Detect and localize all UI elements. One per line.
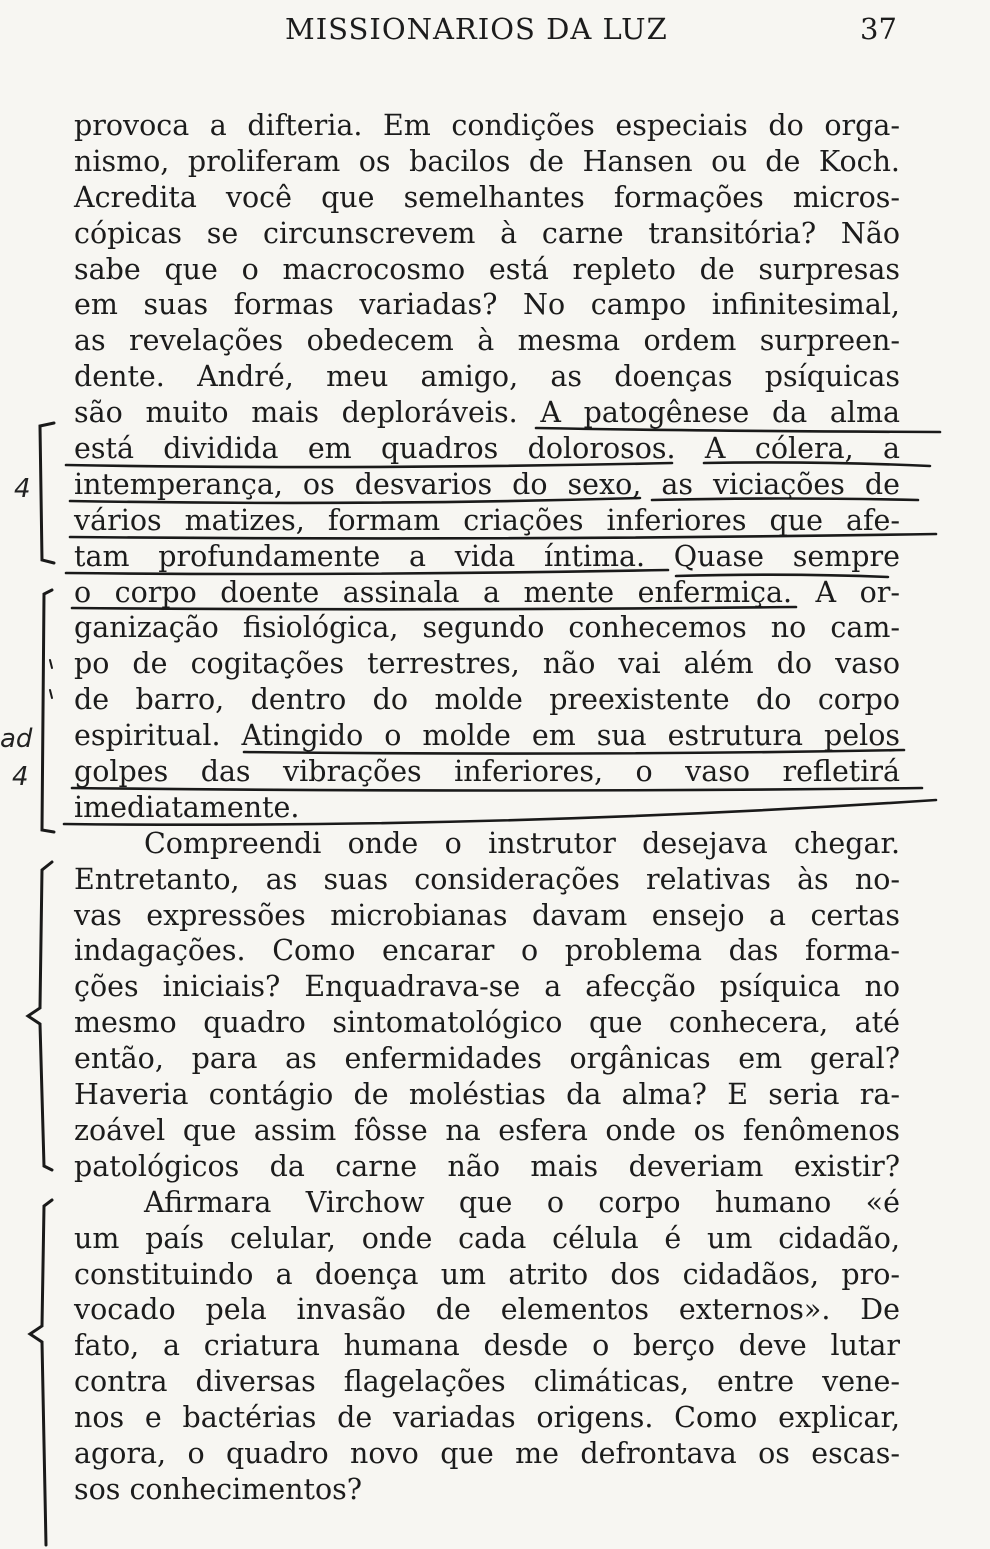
text-line: provoca a difteria. Em condições especiais do orga- [74,109,900,142]
text-line: golpes das vibrações inferiores, o vaso refletirá [74,755,900,789]
text-line: em suas formas variadas? No campo infinitesimal, [74,288,900,322]
text-line: vas expressões microbianas davam ensejo a certas [74,898,900,932]
page-number: 37 [860,12,897,46]
text-line: mesmo quadro sintomatológico que conhecera, até [74,1006,900,1040]
margin-bracket [40,423,54,563]
text-line: está dividida em quadros dolorosos. A cólera, a [74,432,900,466]
text-line: sabe que o macrocosmo está repleto de surpresas [74,252,900,286]
text-line: imediatamente. [74,790,300,824]
margin-note: 4 [14,474,31,504]
text-line: cópicas se circunscrevem à carne transitória? Não [74,216,900,250]
text-line: agora, o quadro novo que me defrontava os escas- [74,1436,900,1470]
text-line: Acredita você que semelhantes formações micros- [74,180,900,214]
text-line: contra diversas flagelações climáticas, entre vene- [74,1365,900,1399]
text-line: indagações. Como encarar o problema das forma- [74,934,900,968]
text-line: nos e bactérias de variadas origens. Como explicar, [74,1401,900,1435]
margin-bracket [30,1200,52,1545]
text-line: um país celular, onde cada célula é um cidadão, [74,1221,900,1255]
margin-tick [50,690,52,698]
text-line: sos conhecimentos? [74,1472,363,1506]
text-line: fato, a criatura humana desde o berço deve lutar [74,1329,900,1363]
margin-note: ad [0,724,33,754]
paragraph-start-line: Compreendi onde o instrutor desejava chegar. [144,826,900,860]
margin-bracket [28,862,52,1170]
text-line: intemperança, os desvarios do sexo, as viciações de [74,467,900,501]
text-line: zoável que assim fôsse na esfera onde os fenômenos [74,1113,900,1147]
text-line: Entretanto, as suas considerações relativas às no- [74,862,900,896]
text-line: constituindo a doença um atrito dos cidadãos, pro- [74,1257,900,1291]
text-line: espiritual. Atingido o molde em sua estrutura pelos [74,719,900,753]
text-line: são muito mais deploráveis. A patogênese da alma [74,396,900,430]
text-line: Haveria contágio de moléstias da alma? E seria ra- [74,1078,900,1112]
text-line: ções iniciais? Enquadrava-se a afecção psíquica no [74,970,900,1004]
margin-tick [50,660,52,668]
page-header [0,12,990,48]
running-title: MISSIONARIOS DA LUZ [285,12,668,46]
text-line: vários matizes, formam criações inferiores que afe- [74,503,900,537]
text-line: dente. André, meu amigo, as doenças psíquicas [74,360,900,394]
text-line: as revelações obedecem à mesma ordem surpreen- [74,324,900,358]
text-line: tam profundamente a vida íntima. Quase sempre [74,539,900,573]
text-line: ganização fisiológica, segundo conhecemos no cam- [74,611,900,645]
paragraph-start-line: Afirmara Virchow que o corpo humano «é [144,1185,900,1219]
text-line: de barro, dentro do molde preexistente do corpo [74,683,900,717]
text-line: então, para as enfermidades orgânicas em geral? [74,1042,900,1076]
text-line: nismo, proliferam os bacilos de Hansen ou de Koch. [74,144,900,178]
text-line: o corpo doente assinala a mente enfermiça. A or- [74,575,900,609]
body-text [74,108,900,1508]
text-line: patológicos da carne não mais deveriam existir? [74,1149,900,1183]
text-line: vocado pela invasão de elementos externos». De [74,1293,900,1327]
text-line: po de cogitações terrestres, não vai além do vaso [74,647,900,681]
margin-bracket [42,590,54,832]
margin-note: 4 [12,762,29,792]
